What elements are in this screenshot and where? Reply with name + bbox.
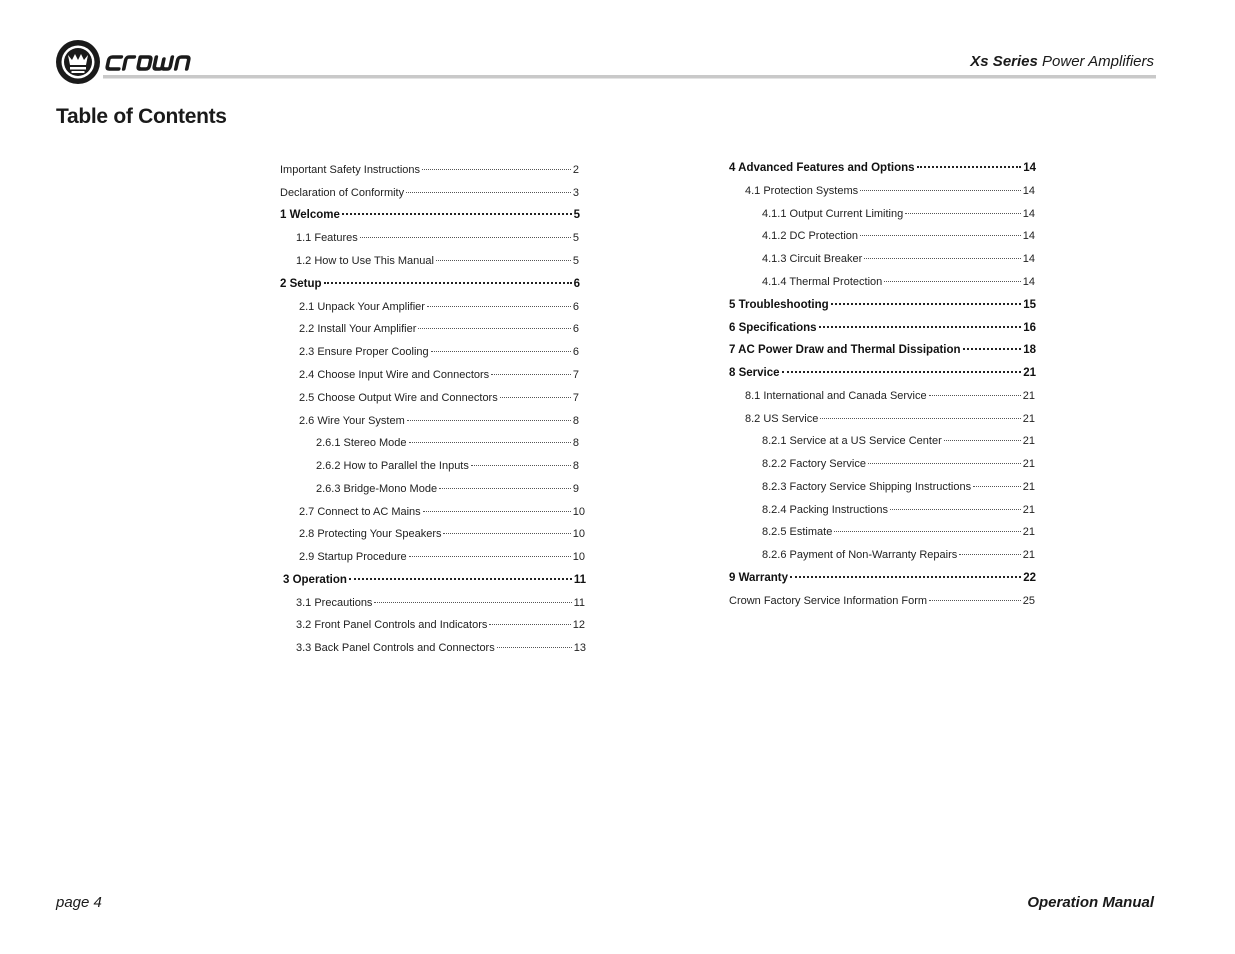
toc-entry-label: 7 AC Power Draw and Thermal Dissipation (729, 344, 961, 356)
toc-entry-label: 2.1 Unpack Your Amplifier (299, 301, 425, 313)
dot-leader (409, 442, 571, 443)
toc-entry[interactable] (280, 278, 580, 294)
toc-entry[interactable] (316, 483, 579, 499)
toc-entry-label: 8.2.1 Service at a US Service Center (762, 435, 942, 447)
dot-leader (489, 624, 570, 625)
toc-entry[interactable] (296, 597, 585, 613)
toc-entry-page: 2 (572, 164, 579, 176)
toc-entry-label: 2.3 Ensure Proper Cooling (299, 346, 429, 358)
dot-leader (418, 328, 570, 329)
toc-entry[interactable] (296, 642, 586, 658)
toc-entry-page: 14 (1022, 253, 1035, 265)
dot-leader (860, 190, 1021, 191)
dot-leader (929, 395, 1021, 396)
dot-leader (374, 602, 571, 603)
toc-entry[interactable] (316, 437, 579, 453)
toc-entry[interactable] (745, 185, 1035, 201)
toc-entry-label: 2.7 Connect to AC Mains (299, 506, 421, 518)
dot-leader (884, 281, 1021, 282)
toc-entry[interactable] (729, 344, 1036, 360)
toc-entry[interactable] (729, 162, 1036, 178)
toc-entry-label: Important Safety Instructions (280, 164, 421, 176)
dot-leader (819, 326, 1022, 328)
dot-leader (963, 348, 1022, 350)
dot-leader (973, 486, 1021, 487)
toc-entry[interactable] (729, 572, 1036, 588)
toc-entry-label: 4.1.3 Circuit Breaker (762, 253, 863, 265)
toc-entry-label: Declaration of Conformity (280, 187, 405, 199)
toc-entry-label: 2.2 Install Your Amplifier (299, 323, 417, 335)
toc-entry-page: 8 (572, 415, 579, 427)
toc-entry-label: 4.1.1 Output Current Limiting (762, 208, 904, 220)
toc-entry-label: 1.1 Features (296, 232, 358, 244)
toc-entry-page: 14 (1022, 230, 1035, 242)
toc-entry[interactable] (280, 209, 580, 225)
toc-entry[interactable] (729, 595, 1035, 611)
dot-leader (360, 237, 571, 238)
toc-entry[interactable] (762, 526, 1035, 542)
toc-entry[interactable] (316, 460, 579, 476)
toc-entry-page: 12 (572, 619, 585, 631)
toc-entry[interactable] (745, 413, 1035, 429)
toc-entry-label: 9 Warranty (729, 572, 789, 584)
toc-entry-page: 10 (572, 551, 585, 563)
toc-entry-label: 1 Welcome (280, 209, 340, 221)
toc-entry-page: 21 (1022, 481, 1035, 493)
dot-leader (324, 282, 572, 284)
toc-entry[interactable] (299, 506, 585, 522)
toc-entry-label: 2.6.2 How to Parallel the Inputs (316, 460, 469, 472)
toc-entry[interactable] (280, 187, 579, 203)
toc-entry-label: 8.2.5 Estimate (762, 526, 833, 538)
toc-entry-page: 21 (1022, 413, 1035, 425)
toc-entry-page: 25 (1022, 595, 1035, 607)
toc-entry[interactable] (299, 369, 579, 385)
toc-entry[interactable] (762, 253, 1035, 269)
toc-entry[interactable] (296, 619, 585, 635)
dot-leader (820, 418, 1020, 419)
toc-entry-page: 14 (1022, 276, 1035, 288)
toc-entry-label: 4.1.2 DC Protection (762, 230, 858, 242)
toc-entry-page: 16 (1023, 322, 1036, 334)
toc-entry-label: 2.6 Wire Your System (299, 415, 405, 427)
toc-entry-page: 11 (573, 574, 586, 586)
header-rule (103, 75, 1156, 78)
series-title (970, 53, 1154, 70)
toc-entry-page: 14 (1022, 208, 1035, 220)
dot-leader (439, 488, 571, 489)
toc-entry[interactable] (299, 301, 579, 317)
toc-entry-label: 3.2 Front Panel Controls and Indicators (296, 619, 488, 631)
toc-entry-label: 5 Troubleshooting (729, 299, 829, 311)
toc-entry-label: 2.6.1 Stereo Mode (316, 437, 407, 449)
toc-entry-label: 2.4 Choose Input Wire and Connectors (299, 369, 490, 381)
toc-entry[interactable] (296, 232, 579, 248)
dot-leader (929, 600, 1021, 601)
toc-entry-label: 8.2.3 Factory Service Shipping Instructions (762, 481, 972, 493)
toc-entry[interactable] (762, 276, 1035, 292)
page-number: page 4 (56, 894, 102, 911)
toc-entry[interactable] (299, 528, 585, 544)
toc-entry[interactable] (729, 322, 1036, 338)
toc-entry-label: 8.2.6 Payment of Non-Warranty Repairs (762, 549, 958, 561)
toc-entry[interactable] (280, 164, 579, 180)
dot-leader (431, 351, 571, 352)
toc-entry[interactable] (283, 574, 586, 590)
dot-leader (860, 235, 1021, 236)
dot-leader (905, 213, 1021, 214)
toc-entry[interactable] (729, 299, 1036, 315)
toc-entry-page: 10 (572, 506, 585, 518)
toc-entry-page: 6 (572, 323, 579, 335)
series-subtitle: Power Amplifiers (1037, 53, 1154, 70)
series-name: Xs Series (970, 53, 1038, 70)
toc-entry-page: 14 (1023, 162, 1036, 174)
toc-entry[interactable] (299, 346, 579, 362)
toc-entry[interactable] (762, 481, 1035, 497)
toc-entry-page: 21 (1022, 458, 1035, 470)
dot-leader (443, 533, 570, 534)
toc-entry-label: 4.1 Protection Systems (745, 185, 859, 197)
dot-leader (864, 258, 1020, 259)
dot-leader (342, 213, 572, 215)
toc-entry-label: Crown Factory Service Information Form (729, 595, 928, 607)
toc-entry-page: 22 (1023, 572, 1036, 584)
toc-entry[interactable] (762, 208, 1035, 224)
dot-leader (436, 260, 571, 261)
toc-entry-label: 8.2 US Service (745, 413, 819, 425)
dot-leader (782, 371, 1022, 373)
toc-entry-label: 1.2 How to Use This Manual (296, 255, 434, 267)
toc-entry-page: 7 (572, 392, 579, 404)
dot-leader (409, 556, 571, 557)
toc-entry[interactable] (296, 255, 579, 271)
dot-leader (790, 576, 1021, 578)
toc-entry-page: 6 (573, 278, 580, 290)
toc-entry[interactable] (762, 549, 1035, 565)
toc-entry[interactable] (299, 392, 579, 408)
dot-leader (944, 440, 1021, 441)
toc-entry-label: 4 Advanced Features and Options (729, 162, 915, 174)
dot-leader (831, 303, 1022, 305)
page-title: Table of Contents (56, 105, 227, 128)
toc-entry-label: 3.1 Precautions (296, 597, 373, 609)
dot-leader (959, 554, 1021, 555)
toc-entry-page: 11 (573, 597, 585, 609)
dot-leader (422, 169, 571, 170)
toc-entry-label: 8.2.2 Factory Service (762, 458, 866, 470)
manual-name: Operation Manual (1027, 894, 1154, 911)
dot-leader (471, 465, 571, 466)
toc-entry-label: 2.6.3 Bridge-Mono Mode (316, 483, 438, 495)
toc-entry[interactable] (762, 230, 1035, 246)
toc-entry-label: 3.3 Back Panel Controls and Connectors (296, 642, 495, 654)
toc-entry-label: 2.9 Startup Procedure (299, 551, 407, 563)
toc-entry[interactable] (729, 367, 1036, 383)
toc-entry-page: 5 (572, 255, 579, 267)
toc-entry-page: 6 (572, 346, 579, 358)
dot-leader (834, 531, 1020, 532)
toc-entry[interactable] (745, 390, 1035, 406)
crown-emblem-icon (55, 39, 101, 85)
crown-wordmark (105, 49, 197, 75)
dot-leader (868, 463, 1021, 464)
toc-entry-label: 8 Service (729, 367, 780, 379)
toc-entry-page: 3 (572, 187, 579, 199)
toc-entry[interactable] (299, 323, 579, 339)
dot-leader (890, 509, 1021, 510)
dot-leader (407, 420, 571, 421)
toc-entry-label: 3 Operation (283, 574, 347, 586)
dot-leader (427, 306, 571, 307)
toc-entry-label: 2 Setup (280, 278, 322, 290)
toc-entry-page: 10 (572, 528, 585, 540)
dot-leader (500, 397, 571, 398)
toc-entry-label: 8.2.4 Packing Instructions (762, 504, 888, 516)
toc-entry-page: 8 (572, 437, 579, 449)
toc-entry-page: 5 (572, 232, 579, 244)
toc-entry-label: 4.1.4 Thermal Protection (762, 276, 883, 288)
toc-entry-page: 21 (1023, 367, 1036, 379)
dot-leader (349, 578, 572, 580)
toc-entry-page: 7 (572, 369, 579, 381)
toc-entry[interactable] (762, 435, 1035, 451)
toc-entry-page: 21 (1022, 435, 1035, 447)
toc-entry-page: 21 (1022, 549, 1035, 561)
toc-entry-label: 2.8 Protecting Your Speakers (299, 528, 442, 540)
toc-entry-page: 21 (1022, 526, 1035, 538)
toc-entry-page: 13 (573, 642, 586, 654)
toc-entry-page: 6 (572, 301, 579, 313)
toc-entry[interactable] (762, 504, 1035, 520)
dot-leader (917, 166, 1022, 168)
dot-leader (423, 511, 571, 512)
toc-entry[interactable] (299, 415, 579, 431)
toc-entry[interactable] (762, 458, 1035, 474)
toc-entry-page: 8 (572, 460, 579, 472)
toc-entry-page: 14 (1022, 185, 1035, 197)
toc-entry-page: 5 (573, 209, 580, 221)
toc-entry-label: 2.5 Choose Output Wire and Connectors (299, 392, 498, 404)
toc-entry-page: 15 (1023, 299, 1036, 311)
toc-entry[interactable] (299, 551, 585, 567)
toc-entry-page: 21 (1022, 390, 1035, 402)
toc-entry-label: 8.1 International and Canada Service (745, 390, 927, 402)
dot-leader (497, 647, 572, 648)
toc-entry-page: 18 (1023, 344, 1036, 356)
dot-leader (406, 192, 571, 193)
toc-entry-label: 6 Specifications (729, 322, 817, 334)
toc-entry-page: 21 (1022, 504, 1035, 516)
dot-leader (491, 374, 571, 375)
toc-entry-page: 9 (572, 483, 579, 495)
